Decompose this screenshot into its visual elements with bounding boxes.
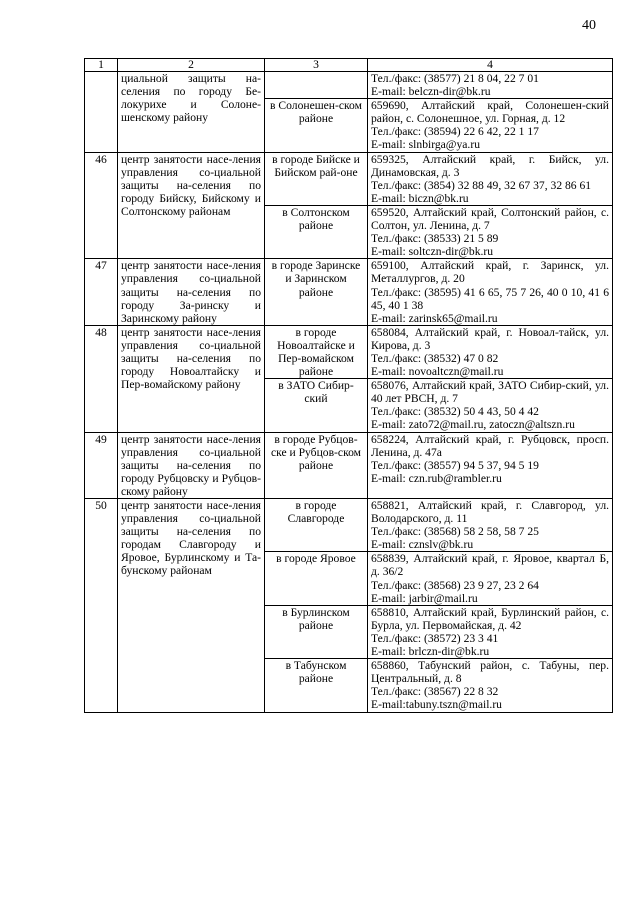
branch-contact [368, 259, 613, 325]
contact-line: 658821, Алтайский край, г. Славгород, ул. Володарского, д. 11 [371, 499, 609, 526]
contact-email: E-mail: novoaltczn@mail.ru [371, 365, 504, 379]
organization-name: центр занятости насе-ления управления со-циальной защиты на-селения по городу За-ринску и Заринскому району [118, 259, 265, 325]
organization-name: циальной защиты на-селения по городу Бе-локурихе и Солоне-шенскому району [118, 72, 265, 153]
contact-line: 658084, Алтайский край, г. Новоал-тайск, ул. Кирова, д. 3 [371, 325, 609, 352]
page-number: 40 [582, 18, 596, 33]
contact-line: 658810, Алтайский край, Бурлинский район, с. Бурла, ул. Первомайская, д. 42 [371, 605, 609, 632]
branch-location: в городе Заринске и Заринском районе [265, 259, 368, 325]
contact-line: Тел./факс: (38532) 47 0 82 [371, 351, 499, 365]
contact-line: Тел./факс: (38568) 58 2 58, 58 7 25 [371, 525, 539, 539]
branch-contact [368, 379, 613, 432]
contact-line: Тел./факс: (38594) 22 6 42, 22 1 17 [371, 125, 539, 139]
table-row [85, 432, 613, 498]
contact-line: Тел./факс: (38567) 22 8 32 [371, 685, 499, 699]
branch-location: в ЗАТО Сибир-ский [265, 379, 368, 432]
branch-contact [368, 605, 613, 658]
header-col-4: 4 [368, 59, 613, 72]
branch-contact [368, 552, 613, 605]
contact-line: 658076, Алтайский край, ЗАТО Сибир-ский, ул. 40 лет РВСН, д. 7 [371, 379, 609, 406]
branch-location: в городе Рубцов-ске и Рубцов-ском районе [265, 432, 368, 498]
table-row [85, 72, 613, 99]
contact-email: E-mail: slnbirga@ya.ru [371, 138, 480, 152]
branch-location: в Табунском районе [265, 659, 368, 712]
branch-location: в городе Новоалтайске и Пер-вомайском районе [265, 325, 368, 378]
header-col-3: 3 [265, 59, 368, 72]
branch-location: в городе Яровое [265, 552, 368, 605]
contact-email: E-mail: belczn-dir@bk.ru [371, 85, 491, 99]
organization-name: центр занятости насе-ления управления со-циальной защиты на-селения по городу Рубцовску и Рубцов-скому району [118, 432, 265, 498]
table-header-row [85, 59, 613, 72]
branch-location: в Солонешен-ском районе [265, 99, 368, 152]
contact-line: Тел./факс: (38532) 50 4 43, 50 4 42 [371, 405, 539, 419]
contact-email: E-mail: zarinsk65@mail.ru [371, 311, 498, 325]
contact-email: E-mail: cznslv@bk.ru [371, 538, 474, 552]
table-row [85, 499, 613, 552]
row-number: 50 [85, 499, 118, 713]
contact-line: Тел./факс: (38577) 21 8 04, 22 7 01 [371, 72, 539, 85]
row-number: 47 [85, 259, 118, 325]
employment-centers-table [84, 58, 613, 713]
organization-name: центр занятости насе-ления управления со-циальной защиты на-селения по городам Славгороду и Яровое, Бурлинскому и Та-бунскому районам [118, 499, 265, 713]
contact-line: 659690, Алтайский край, Солонешен-ский район, с. Солонешное, ул. Горная, д. 12 [371, 99, 609, 126]
contact-line: Тел./факс: (38533) 21 5 89 [371, 232, 499, 246]
contact-line: Тел./факс: (3854) 32 88 49, 32 67 37, 32 86 61 [371, 178, 592, 192]
contact-email: E-mail: brlczn-dir@bk.ru [371, 645, 490, 659]
header-col-2: 2 [118, 59, 265, 72]
table-row [85, 325, 613, 378]
contact-line: Тел./факс: (38572) 23 3 41 [371, 631, 499, 645]
table-row [85, 152, 613, 205]
contact-email: E-mail: zato72@mail.ru, zatoczn@altszn.ru [371, 418, 575, 432]
branch-contact [368, 325, 613, 378]
branch-location: в Солтонском районе [265, 205, 368, 258]
branch-contact [368, 499, 613, 552]
branch-contact [368, 659, 613, 712]
contact-email: E-mail: biczn@bk.ru [371, 191, 469, 205]
contact-email: E-mail:tabuny.tszn@mail.ru [371, 698, 502, 712]
branch-contact [368, 152, 613, 205]
contact-line: 659100, Алтайский край, г. Заринск, ул. Металлургов, д. 20 [371, 259, 609, 286]
branch-contact [368, 205, 613, 258]
table-row [85, 259, 613, 325]
header-col-1: 1 [85, 59, 118, 72]
branch-contact [368, 99, 613, 152]
branch-location: в Бурлинском районе [265, 605, 368, 658]
contact-line: 659325, Алтайский край, г. Бийск, ул. Динамовская, д. 3 [371, 152, 609, 179]
organization-name: центр занятости насе-ления управления со-циальной защиты на-селения по городу Бийску, Бийскому и Солтонскому районам [118, 152, 265, 259]
row-number [85, 72, 118, 153]
row-number: 49 [85, 432, 118, 498]
contact-email: E-mail: soltczn-dir@bk.ru [371, 245, 494, 259]
contact-line: 658224, Алтайский край, г. Рубцовск, просп. Ленина, д. 47а [371, 432, 609, 459]
row-number: 48 [85, 325, 118, 432]
organization-name: центр занятости насе-ления управления со-циальной защиты на-селения по городу Новоалтайску и Пер-вомайскому району [118, 325, 265, 432]
branch-contact [368, 432, 613, 498]
branch-location: в городе Бийске и Бийском рай-оне [265, 152, 368, 205]
contact-line: Тел./факс: (38595) 41 6 65, 75 7 26, 40 0 10, 41 6 45, 40 1 38 [371, 285, 609, 312]
contact-email: E-mail: czn.rub@rambler.ru [371, 471, 502, 485]
contact-line: 659520, Алтайский край, Солтонский район, с. Солтон, ул. Ленина, д. 7 [371, 205, 609, 233]
contact-line: 658860, Табунский район, с. Табуны, пер. Центральный, д. 8 [371, 659, 609, 686]
branch-location: в городе Славгороде [265, 499, 368, 552]
contact-line: Тел./факс: (38557) 94 5 37, 94 5 19 [371, 458, 539, 472]
contact-line: Тел./факс: (38568) 23 9 27, 23 2 64 [371, 578, 539, 592]
branch-contact [368, 72, 613, 99]
branch-location [265, 72, 368, 99]
contact-line: 658839, Алтайский край, г. Яровое, квартал Б, д. 36/2 [371, 552, 609, 579]
row-number: 46 [85, 152, 118, 259]
contact-email: E-mail: jarbir@mail.ru [371, 591, 478, 605]
